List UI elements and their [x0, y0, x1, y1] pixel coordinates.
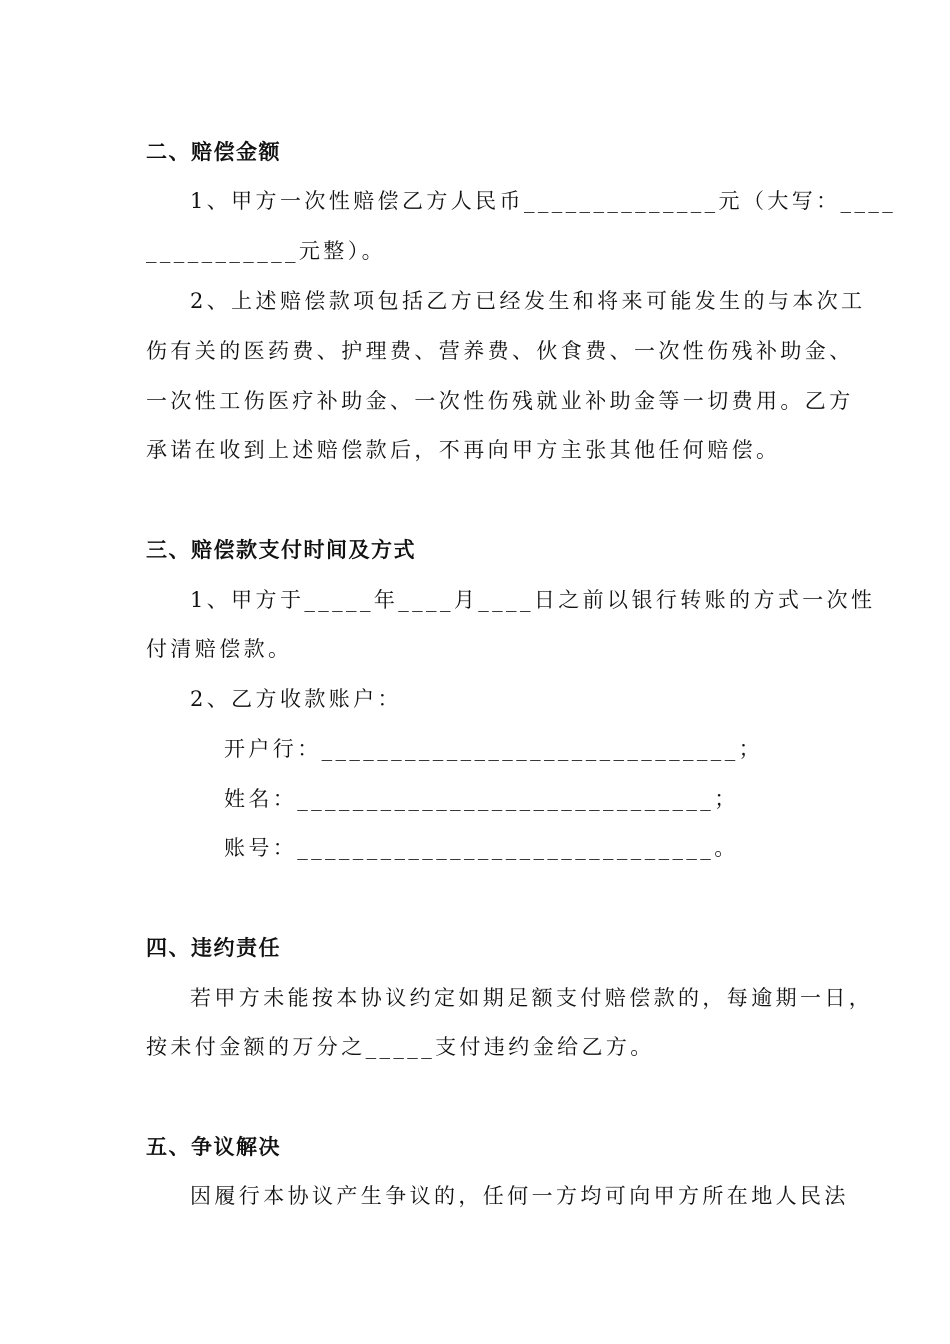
paragraph-line: ___________元整）。 — [146, 239, 386, 263]
account-holder-line: 姓名：______________________________； — [224, 787, 739, 811]
paragraph-line: 伤有关的医药费、护理费、营养费、伙食费、一次性伤残补助金、 — [146, 339, 854, 363]
paragraph-line: 2、上述赔偿款项包括乙方已经发生和将来可能发生的与本次工 — [190, 289, 866, 313]
paragraph-line: 承诺在收到上述赔偿款后，不再向甲方主张其他任何赔偿。 — [146, 438, 781, 462]
paragraph-line: 因履行本协议产生争议的，任何一方均可向甲方所在地人民法 — [190, 1184, 849, 1208]
section-heading-compensation-amount: 二、赔偿金额 — [146, 140, 281, 164]
section-heading-dispute-resolution: 五、争议解决 — [146, 1135, 281, 1159]
bank-name-line: 开户行：______________________________； — [224, 737, 763, 761]
section-heading-payment-time-method: 三、赔偿款支付时间及方式 — [146, 538, 416, 562]
paragraph-line: 若甲方未能按本协议约定如期足额支付赔偿款的，每逾期一日， — [190, 986, 874, 1010]
paragraph-line: 2、乙方收款账户： — [190, 687, 402, 711]
paragraph-line: 付清赔偿款。 — [146, 637, 293, 661]
paragraph-line: 1、甲方于_____年____月____日之前以银行转账的方式一次性 — [190, 588, 876, 612]
section-heading-breach-liability: 四、违约责任 — [146, 936, 281, 960]
paragraph-line: 一次性工伤医疗补助金、一次性伤残就业补助金等一切费用。乙方 — [146, 389, 854, 413]
paragraph-line: 按未付金额的万分之_____支付违约金给乙方。 — [146, 1035, 655, 1059]
account-number-line: 账号：______________________________。 — [224, 836, 739, 860]
paragraph-line: 1、甲方一次性赔偿乙方人民币______________元（大写：____ — [190, 189, 897, 213]
